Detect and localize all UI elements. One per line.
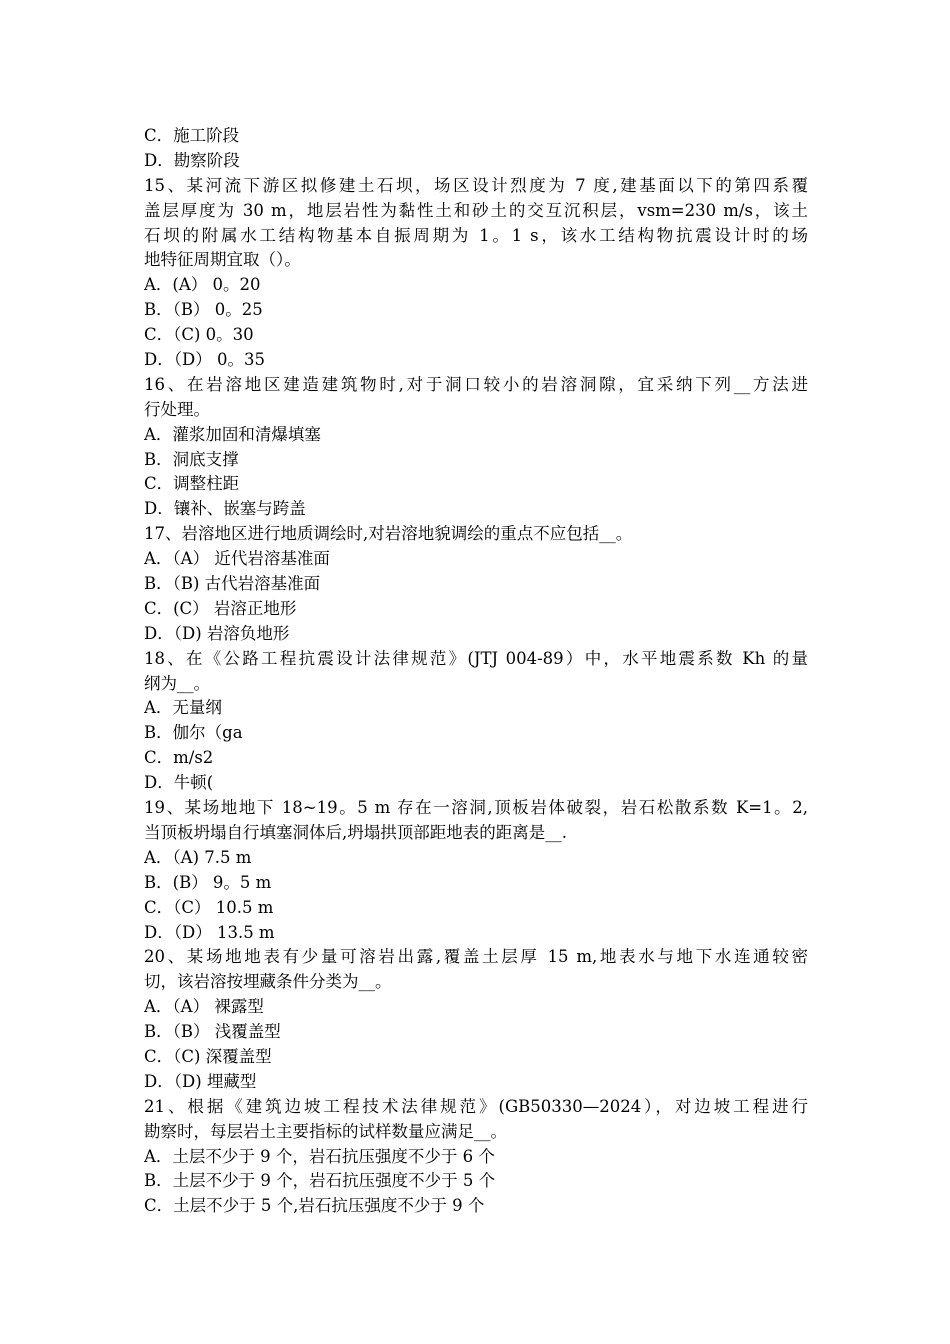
text-line: B．土层不少于 9 个，岩石抗压强度不少于 5 个 [144,1171,496,1191]
text-line: D．（D) 岩溶负地形 [144,623,290,643]
text-line: A．(A） 0。20 [144,275,261,295]
text-line: 当顶板坍塌自行填塞洞体后,坍塌拱顶部距地表的距离是__. [144,822,567,842]
text-line: B．（B） 0。25 [144,300,263,320]
text-line: D．镶补、嵌塞与跨盖 [144,499,306,519]
text-line: B．（B） 浅覆盖型 [144,1022,281,1042]
text-line: 纲为__。 [144,673,210,693]
text-line: 20、某场地地表有少量可溶岩出露,覆盖土层厚 15 m,地表水与地下水连通较密 [144,947,808,967]
text-line: C．（C） 10.5 m [144,897,274,917]
text-line: 21、根据《建筑边坡工程技术法律规范》(GB50330—2024），对边坡工程进行 [144,1096,808,1116]
text-line: D．勘察阶段 [144,150,240,170]
text-line: 18、在《公路工程抗震设计法律规范》(JTJ 004-89）中，水平地震系数 Kh 的量 [144,648,808,668]
text-line: C．调整柱距 [144,474,240,494]
text-line: B．（B) 古代岩溶基准面 [144,574,321,594]
text-line: 切，该岩溶按埋藏条件分类为__。 [144,972,392,992]
text-line: B．伽尔（ga [144,723,243,743]
text-line: 盖层厚度为 30 m，地层岩性为黏性土和砂土的交互沉积层，vsm=230 m/s，该土 [144,200,808,220]
text-line: B．洞底支撑 [144,449,239,469]
text-line: D．（D) 埋藏型 [144,1071,257,1091]
document-page [144,124,808,1219]
text-line: C．m/s2 [144,748,214,768]
text-line: A．无量纲 [144,698,222,718]
text-line: C．施工阶段 [144,126,240,145]
text-line: A．（A） 近代岩溶基准面 [144,549,330,569]
text-line: D．（D） 0。35 [144,350,265,370]
text-line: 行处理。 [144,399,210,419]
text-line: C．（C) 深覆盖型 [144,1046,272,1066]
text-line: 19、某场地地下 18~19。5 m 存在一溶洞,顶板岩体破裂，岩石松散系数 K=1。2, [144,798,808,818]
text-line: D．牛顿( [144,773,214,793]
text-line: D．（D） 13.5 m [144,922,275,942]
text-line: 17、岩溶地区进行地质调绘时,对岩溶地貌调绘的重点不应包括__。 [144,524,633,544]
text-line: A．灌浆加固和清爆填塞 [144,424,321,444]
text-line: 16、在岩溶地区建造建筑物时,对于洞口较小的岩溶洞隙，宜采纳下列__方法进 [144,374,808,394]
text-line: A．（A) 7.5 m [144,847,252,867]
text-line: A．土层不少于 9 个，岩石抗压强度不少于 6 个 [144,1146,495,1166]
text-line: 15、某河流下游区拟修建土石坝，场区设计烈度为 7 度,建基面以下的第四系覆 [144,175,808,195]
text-line: A．（A） 裸露型 [144,997,264,1017]
text-line: 石坝的附属水工结构物基本自振周期为 1。1 s，该水工结构物抗震设计时的场 [144,225,808,245]
text-line: C．（C) 0。30 [144,325,254,345]
text-line: C．(C） 岩溶正地形 [144,598,297,618]
text-line: 勘察时，每层岩土主要指标的试样数量应满足__。 [144,1121,507,1141]
text-line: C．土层不少于 5 个,岩石抗压强度不少于 9 个 [144,1196,485,1216]
text-line: B．(B） 9。5 m [144,872,272,892]
text-line: 地特征周期宜取（）。 [144,250,301,270]
